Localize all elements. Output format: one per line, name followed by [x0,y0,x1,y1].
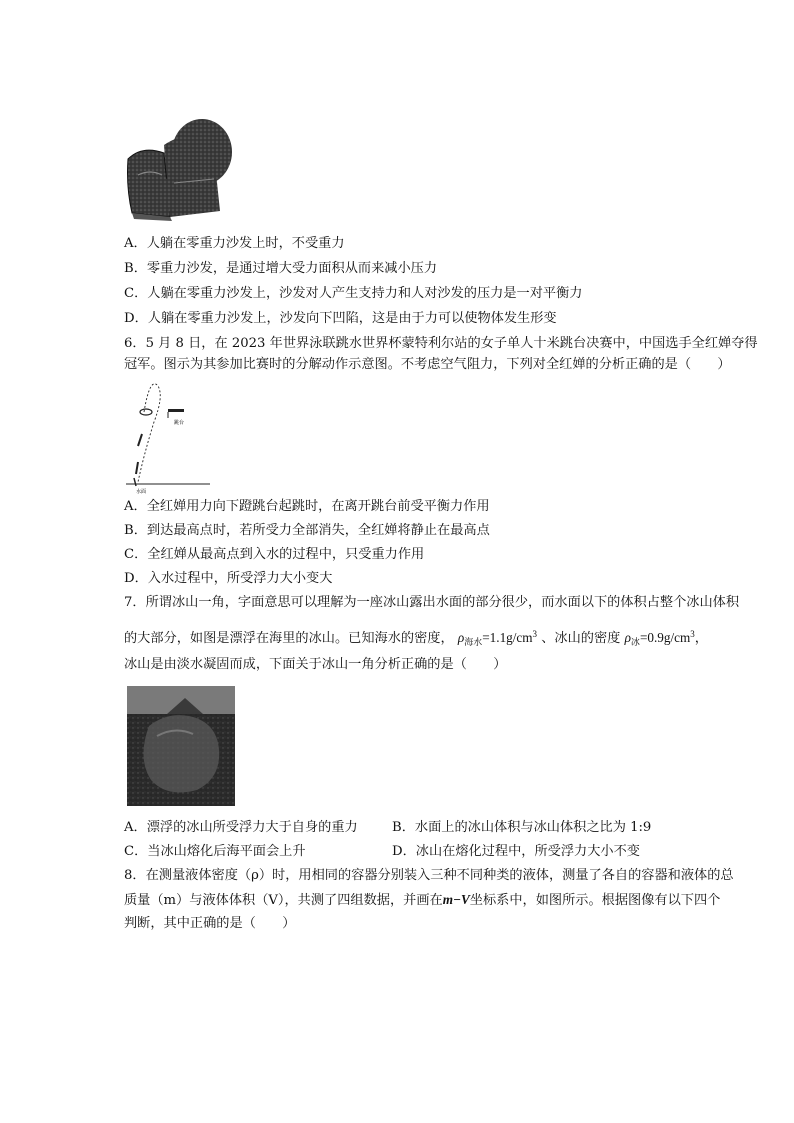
q6-stem-line2: 冠军。图示为其参加比赛时的分解动作示意图。不考虑空气阻力，下列对全红婵的分析正确的是（ ） [124,357,731,372]
rho-ice-exp: 3 [690,629,695,639]
q7-option-c: C．当冰山熔化后海平面会上升 [124,844,306,859]
rho-sea-value: =1.1g/cm [482,630,533,645]
q7-rho-separator: 、冰山的密度 [541,631,621,646]
q6-option-d: D．入水过程中，所受浮力大小变大 [124,571,333,586]
water-label: 水面 [136,489,147,495]
sofa-image [124,117,234,222]
diving-diagram [124,374,214,496]
q5-option-a: A．人躺在零重力沙发上时，不受重力 [124,236,345,251]
platform-label: 跳台 [174,420,185,426]
q8-stem-line2-prefix: 质量（m）与液体体积（V），共测了四组数据，并画在 [124,893,443,908]
rho-sea-formula: $\rho_{海水}=1.1g/cm^3$ [457,629,538,647]
rho-sea-exp: 3 [532,629,538,639]
q6-stem-line1: 6．5 月 8 日，在 2023 年世界泳联跳水世界杯蒙特利尔站的女子单人十米跳台决赛中，中国选手全红婵夺得 [124,336,758,351]
q7-option-a: A．漂浮的冰山所受浮力大于自身的重力 [124,820,358,835]
q5-option-d: D．人躺在零重力沙发上，沙发向下凹陷，这是由于力可以使物体发生形变 [124,311,557,326]
q8-stem-line2 [124,890,720,911]
q6-option-b: B．到达最高点时，若所受力全部消失，全红婵将静止在最高点 [124,523,490,538]
q5-option-b: B．零重力沙发，是通过增大受力面积从而来减小压力 [124,261,438,276]
q6-option-c: C．全红婵从最高点到入水的过程中，只受重力作用 [124,547,425,562]
q7-stem-line2 [124,624,708,652]
q7-stem-line1: 7．所谓冰山一角，字面意思可以理解为一座冰山露出水面的部分很少，而水面以下的体积占整个冰山体积 [124,595,740,610]
rho-ice-value: =0.9g/cm [639,630,691,645]
q5-option-c: C．人躺在零重力沙发上，沙发对人产生支持力和人对沙发的压力是一对平衡力 [124,286,583,301]
q6-option-a: A．全红婵用力向下蹬跳台起跳时，在离开跳台前受平衡力作用 [124,499,490,514]
rho-ice-sub: 冰 [630,637,640,647]
q7-stem-line3: 冰山是由淡水凝固而成，下面关于冰山一角分析正确的是（ ） [124,657,507,672]
q8-stem-line3: 判断，其中正确的是（ ） [124,916,296,931]
q7-option-b: B．水面上的冰山体积与冰山体积之比为 1:9 [392,820,652,835]
q8-stem-line2-suffix: 坐标系中，如图所示。根据图像有以下四个 [469,893,721,908]
q7-line2-end: ， [694,631,708,646]
q8-stem-line1: 8．在测量液体密度（ρ）时，用相同的容器分别装入三种不同种类的液体，测量了各自的容器和液体的总 [124,868,734,883]
q7-stem-line2-prefix: 的大部分，如图是漂浮在海里的冰山。已知海水的密度， [124,631,454,646]
mv-formula: m−V [442,892,470,907]
rho-ice-formula: $\rho_冰=0.9g/cm^3$ [624,629,695,647]
q7-option-d: D．冰山在熔化过程中，所受浮力大小不变 [392,844,640,859]
iceberg-image [127,686,235,806]
rho-sea-sub: 海水 [464,637,483,647]
